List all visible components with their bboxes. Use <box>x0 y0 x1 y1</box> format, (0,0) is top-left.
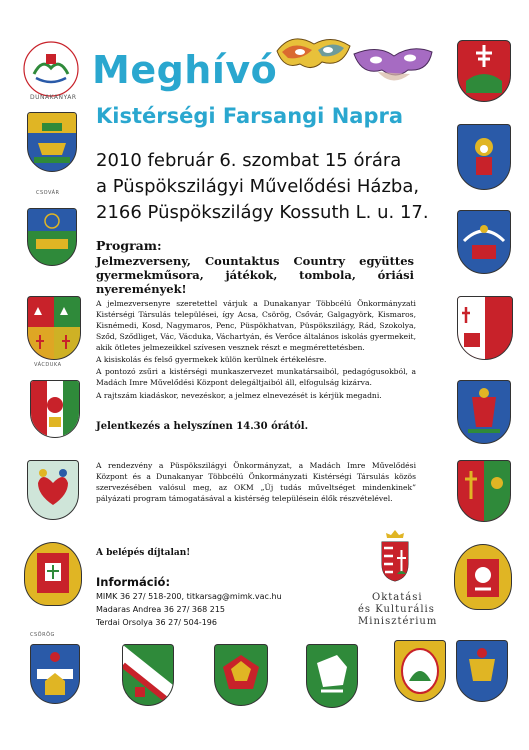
ministry-line-2: és Kulturális <box>358 604 435 615</box>
body-paragraph-2: A kisiskolás és felső gyermekek külön kerülnek értékelésre. <box>96 355 327 364</box>
body-paragraph-1: A jelmezversenyre szeretettel várjuk a Dunakanyar Többcélú Önkormányzati Kistérségi Társulás települései, így Acsa, Csörög, Csővár, Galgagyörk, Kismaros, Kisnémedi, Kosd, Nagymaros, Penc, Püspökhatvan, Püspökszilágy, Rád, Szokolya, Sződ, Sződliget, Vác, Vácduka, Váchartyán, és Verőce általános iskolás gyermekeit, akik ötletes jelmezeikkel szívesen vesznek részt e megmérettetésben. <box>96 299 416 352</box>
event-date: 2010 február 6. szombat 15 órára <box>96 150 402 171</box>
crest-bottom-4 <box>306 644 358 708</box>
kisterseg-logo <box>22 40 80 98</box>
crest-right-6 <box>457 460 511 522</box>
crest-caption-left-2: CSOVÁR <box>36 190 60 196</box>
ministry-name <box>358 592 437 628</box>
crest-bottom-5 <box>394 640 446 702</box>
registration-note: Jelentkezés a helyszínen 14.30 órától. <box>96 421 309 432</box>
info-heading: Információ: <box>96 575 171 589</box>
crest-right-4 <box>457 296 513 360</box>
free-entry-note: A belépés díjtalan! <box>96 548 191 558</box>
organizer-paragraph: A rendezvény a Püspökszilágyi Önkormányzat, a Madách Imre Művelődési Központ és a Dunakanyar Többcélú Önkormányzati Kistérségi Társulás közös szervezésében valósul meg, az OKM „Új tudás műveltséget mindenkinek” pályázati program támogatásával a kistérség településein élők részvételével. <box>96 461 416 503</box>
event-venue: a Püspökszilágyi Művelődési Házba, <box>96 176 420 197</box>
page-title: Meghívó <box>92 48 278 92</box>
crest-bottom-1 <box>30 644 80 704</box>
body-paragraph-3: A pontozó zsűri a kistérségi munkaszervezet munkatársaiból, pedagógusokból, a Madách Imre Művelődési Központ delegáltjaiból áll, elfogulság kizárva. <box>96 367 416 387</box>
crest-caption-left-4: VÁCDUKA <box>34 362 62 368</box>
info-line-3: Terdai Orsolya 36 27/ 504-196 <box>96 618 217 627</box>
crest-left-6 <box>24 542 82 606</box>
crest-right-3 <box>457 210 511 274</box>
crest-left-2 <box>27 208 77 266</box>
ministry-line-3: Minisztérium <box>358 616 438 627</box>
crest-bottom-2 <box>122 644 174 706</box>
crest-left-3 <box>27 296 81 360</box>
crest-left-5 <box>27 460 79 520</box>
hungarian-coat-of-arms-icon <box>378 530 412 582</box>
crest-bottom-3 <box>214 644 268 706</box>
program-heading: Program: <box>96 238 162 253</box>
crest-right-2 <box>457 124 511 190</box>
body-paragraph-4: A rajtszám kiadáskor, nevezéskor, a jelmez elnevezését is kérjük megadni. <box>96 391 382 400</box>
event-address: 2166 Püspökszilágy Kossuth L. u. 17. <box>96 202 429 223</box>
crest-left-4 <box>30 380 80 438</box>
purple-mask-icon <box>348 36 438 91</box>
crest-left-1 <box>27 112 77 172</box>
crest-bottom-6 <box>456 640 508 702</box>
info-line-2: Madaras Andrea 36 27/ 368 215 <box>96 605 226 614</box>
ministry-line-1: Oktatási <box>372 592 423 603</box>
crest-right-1 <box>457 40 511 102</box>
crest-right-5 <box>457 380 511 444</box>
program-text: Jelmezverseny, Countaktus Country együttes gyermekműsora, játékok, tombola, óriási nyeremények! <box>96 254 414 296</box>
logo-caption: DUNAKANYAR <box>30 94 77 101</box>
crest-right-7 <box>454 544 512 610</box>
crest-caption-bottom-left: CSÖRÖG <box>30 632 55 638</box>
page-subtitle: Kistérségi Farsangi Napra <box>96 104 404 128</box>
info-line-1: MIMK 36 27/ 518-200, titkarsag@mimk.vac.hu <box>96 592 282 601</box>
